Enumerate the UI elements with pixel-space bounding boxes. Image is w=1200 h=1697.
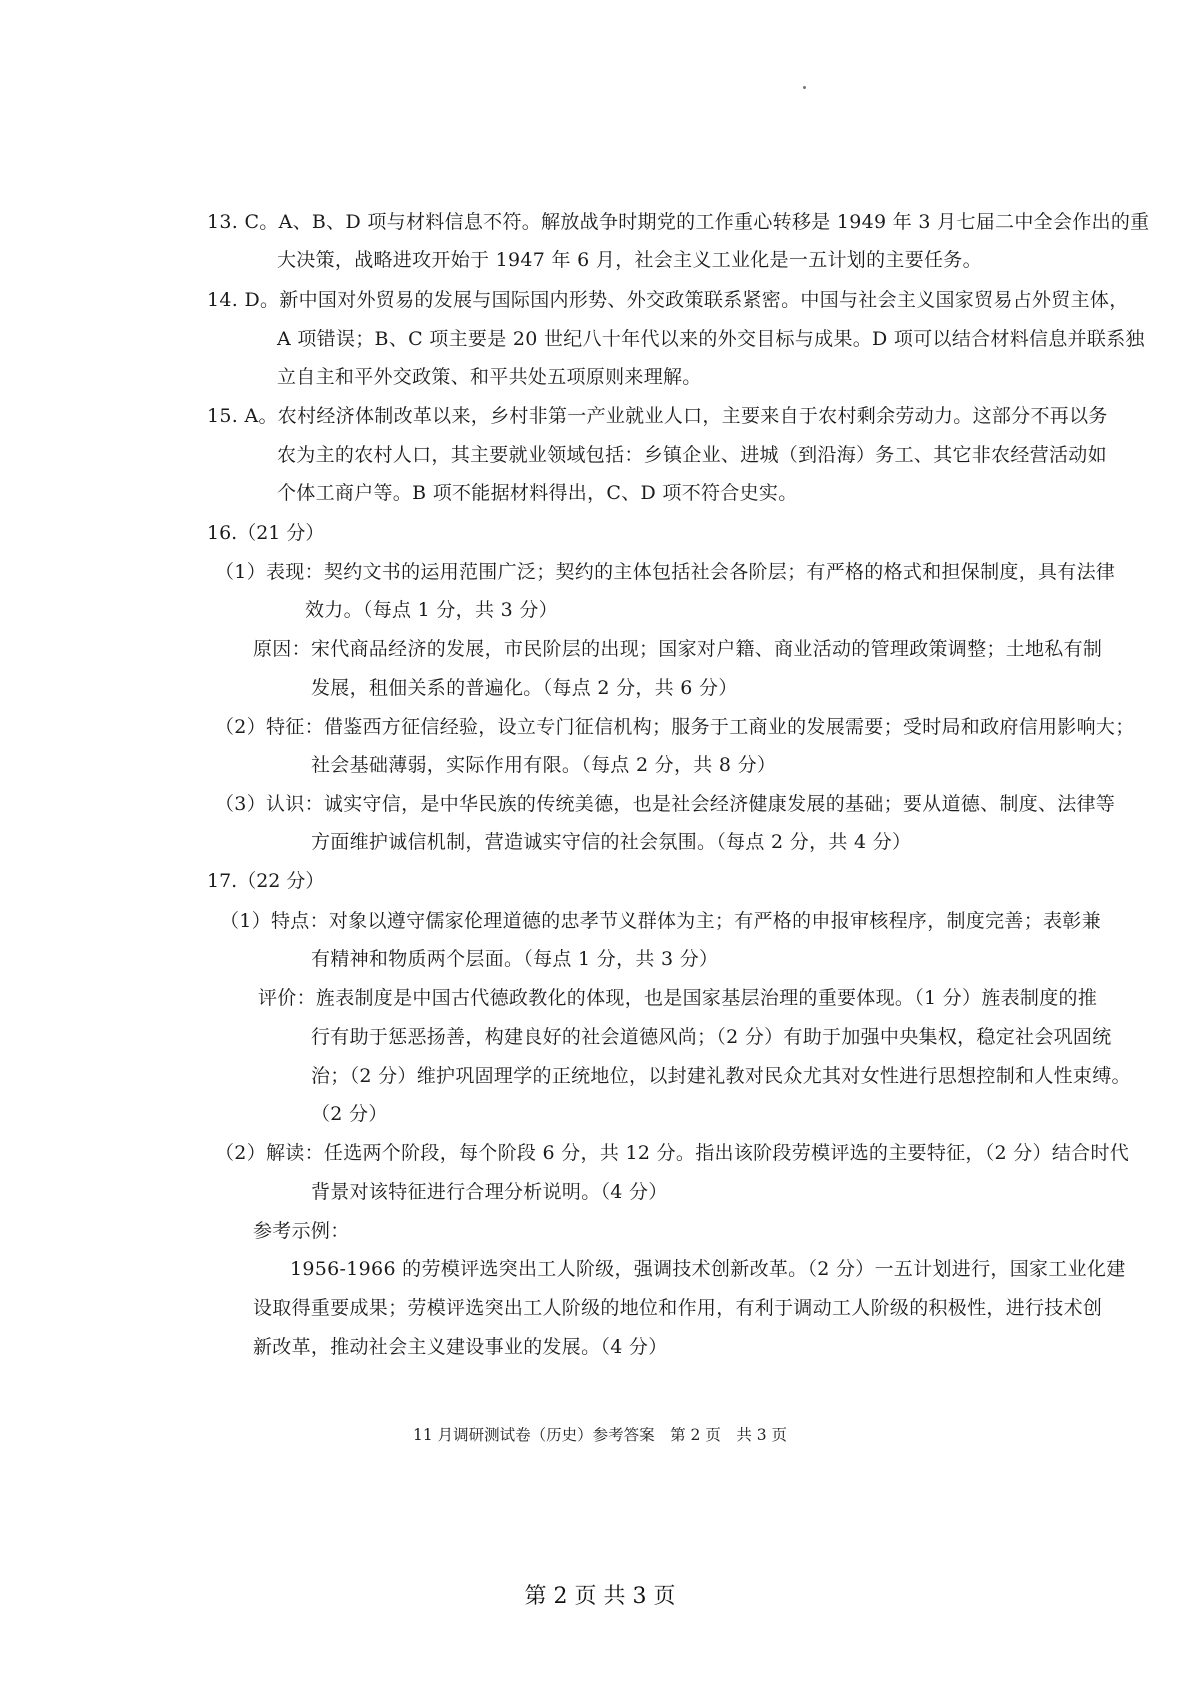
q17-heading: 17.（22 分）: [207, 870, 325, 892]
q15-line1: 15. A。农村经济体制改革以来，乡村非第一产业就业人口，主要来自于农村剩余劳动力。这部分不再以务: [207, 405, 1108, 427]
q16-heading: 16.（21 分）: [207, 522, 325, 544]
q16-part3-line1: （3）认识：诚实守信，是中华民族的传统美德，也是社会经济健康发展的基础；要从道德、制度、法律等: [215, 793, 1116, 815]
q16-reason-line2: 发展，租佃关系的普遍化。（每点 2 分，共 6 分）: [311, 677, 738, 699]
q15-line2: 农为主的农村人口，其主要就业领域包括：乡镇企业、进城（到沿海）务工、其它非农经营活动如: [277, 444, 1107, 466]
q17-example-label: 参考示例：: [253, 1220, 350, 1242]
document-footer: 11 月调研测试卷（历史）参考答案 第 2 页 共 3 页: [412, 1426, 788, 1444]
q17-part2-line1: （2）解读：任选两个阶段，每个阶段 6 分，共 12 分。指出该阶段劳模评选的主要特征，（2 分）结合时代: [215, 1142, 1130, 1164]
q17-example-line1: 1956-1966 的劳模评选突出工人阶级，强调技术创新改革。（2 分）一五计划进行，国家工业化建: [290, 1258, 1126, 1280]
q16-part3-line2: 方面维护诚信机制，营造诚实守信的社会氛围。（每点 2 分，共 4 分）: [311, 831, 912, 853]
q16-part2-line2: 社会基础薄弱，实际作用有限。（每点 2 分，共 8 分）: [311, 754, 777, 776]
q14-line1: 14. D。新中国对外贸易的发展与国际国内形势、外交政策联系紧密。中国与社会主义国家贸易占外贸主体，: [207, 289, 1129, 311]
q16-part1-line2: 效力。（每点 1 分，共 3 分）: [305, 599, 558, 621]
q17-example-line3: 新改革，推动社会主义建设事业的发展。（4 分）: [253, 1336, 668, 1358]
q16-part2-line1: （2）特征：借鉴西方征信经验，设立专门征信机构；服务于工商业的发展需要；受时局和政府信用影响大；: [215, 716, 1135, 738]
q14-line3: 立自主和平外交政策、和平共处五项原则来理解。: [277, 366, 702, 388]
q15-line3: 个体工商户等。B 项不能据材料得出，C、D 项不符合史实。: [277, 482, 798, 504]
q17-eval-line1: 评价：旌表制度是中国古代德政教化的体现，也是国家基层治理的重要体现。（1 分）旌表制度的推: [258, 987, 1098, 1009]
q17-part1-line1: （1）特点：对象以遵守儒家伦理道德的忠孝节义群体为主；有严格的申报审核程序，制度完善；表彰兼: [220, 910, 1101, 932]
q16-part1-line1: （1）表现：契约文书的运用范围广泛；契约的主体包括社会各阶层；有严格的格式和担保制度，具有法律: [215, 561, 1116, 583]
q17-part1-line2: 有精神和物质两个层面。（每点 1 分，共 3 分）: [311, 948, 719, 970]
q17-example-line2: 设取得重要成果；劳模评选突出工人阶级的地位和作用，有利于调动工人阶级的积极性，进行技术创: [253, 1297, 1103, 1319]
q17-eval-line3: 治；（2 分）维护巩固理学的正统地位，以封建礼教对民众尤其对女性进行思想控制和人性束缚。: [311, 1065, 1131, 1087]
q17-part2-line2: 背景对该特征进行合理分析说明。（4 分）: [311, 1181, 668, 1203]
scan-speck: [803, 86, 806, 89]
q17-eval-line4: （2 分）: [311, 1103, 388, 1125]
q17-eval-line2: 行有助于惩恶扬善，构建良好的社会道德风尚；（2 分）有助于加强中央集权，稳定社会巩固统: [311, 1026, 1112, 1048]
page-number: 第 2 页 共 3 页: [524, 1584, 676, 1609]
q13-line2: 大决策，战略进攻开始于 1947 年 6 月，社会主义工业化是一五计划的主要任务。: [277, 249, 982, 271]
q16-reason-line1: 原因：宋代商品经济的发展，市民阶层的出现；国家对户籍、商业活动的管理政策调整；土地私有制: [253, 638, 1103, 660]
q14-line2: A 项错误；B、C 项主要是 20 世纪八十年代以来的外交目标与成果。D 项可以结合材料信息并联系独: [277, 328, 1145, 350]
q13-line1: 13. C。A、B、D 项与材料信息不符。解放战争时期党的工作重心转移是 1949 年 3 月七届二中全会作出的重: [207, 211, 1150, 233]
